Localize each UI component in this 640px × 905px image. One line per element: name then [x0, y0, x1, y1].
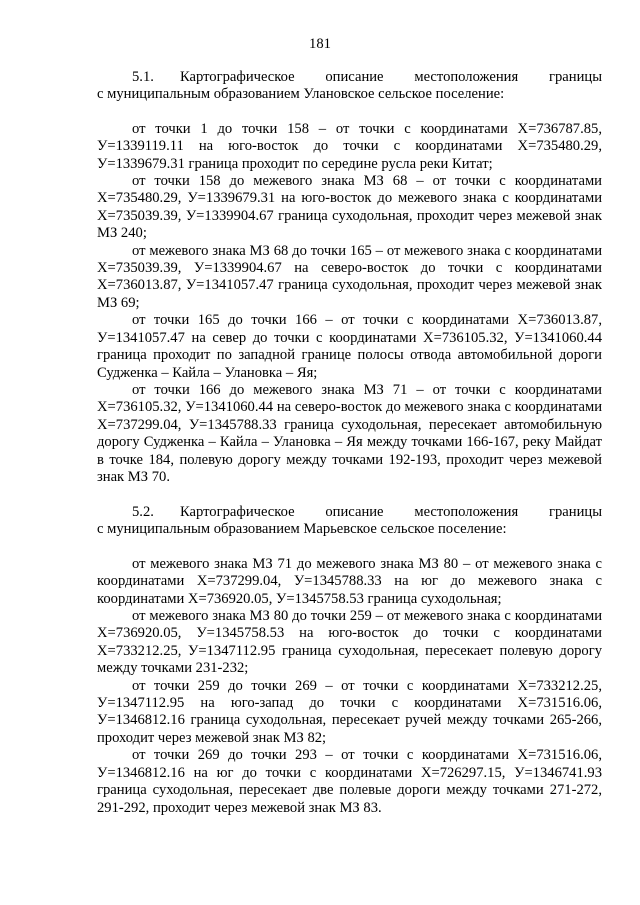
section-title-line1: Картографическое описание местоположения границы	[180, 504, 602, 520]
section-heading	[97, 69, 602, 104]
boundary-paragraph: от точки 158 до межевого знака МЗ 68 – от точки с координатами Х=735480.29, У=1339679.31 на юго-восток до межевого знака с координатами Х=735039.39, У=1339904.67 граница суходольная, проходит через межевой знак МЗ 240;	[97, 173, 602, 242]
boundary-paragraph: от точки 166 до межевого знака МЗ 71 – от точки с координатами Х=736105.32, У=1341060.44 на северо-восток до межевого знака с координатами Х=737299.04, У=1345788.33 граница суходольная, пересекает автомобильную дорогу Судженка – Кайла – Улановка – Яя между точками 166-167, реку Майдат в точке 184, полевую дорогу между точками 192-193, проходит через межевой знак МЗ 70.	[97, 381, 602, 485]
section-heading-line1	[97, 69, 602, 86]
section-title-line1: Картографическое описание местоположения границы	[180, 69, 602, 85]
section-number: 5.1.	[132, 69, 154, 85]
section-heading-line1	[97, 504, 602, 521]
boundary-paragraph: от точки 1 до точки 158 – от точки с координатами Х=736787.85, У=1339119.11 на юго-восток до точки с координатами Х=735480.29, У=1339679.31 граница проходит по середине русла реки Китат;	[97, 120, 602, 172]
boundary-paragraph: от межевого знака МЗ 80 до точки 259 – от межевого знака с координатами Х=736920.05, У=1345758.53 на юго-восток до точки с координатами Х=733212.25, У=1347112.95 граница суходольная, пересекает полевую дорогу между точками 231-232;	[97, 608, 602, 677]
boundary-paragraph: от межевого знака МЗ 71 до межевого знака МЗ 80 – от межевого знака с координатами Х=737299.04, У=1345788.33 на юг до межевого знака с координатами Х=736920.05, У=1345758.53 граница суходольная;	[97, 555, 602, 607]
section-number: 5.2.	[132, 504, 154, 520]
boundary-paragraph: от межевого знака МЗ 68 до точки 165 – от межевого знака с координатами Х=735039.39, У=1339904.67 на северо-восток до точки с координатами Х=736013.87, У=1341057.47 граница суходольная, проходит через межевой знак МЗ 69;	[97, 242, 602, 311]
boundary-paragraph: от точки 269 до точки 293 – от точки с координатами Х=731516.06, У=1346812.16 на юг до точки с координатами Х=726297.15, У=1346741.93 граница суходольная, пересекает две полевые дороги между точками 271-272, 291-292, проходит через межевой знак МЗ 83.	[97, 747, 602, 816]
section-heading	[97, 504, 602, 539]
boundary-paragraph: от точки 259 до точки 269 – от точки с координатами Х=733212.25, У=1347112.95 на юго-запад до точки с координатами Х=731516.06, У=1346812.16 граница суходольная, пересекает ручей между точками 265-266, проходит через межевой знак МЗ 82;	[97, 677, 602, 746]
section-title-line2: с муниципальным образованием Улановское сельское поселение:	[97, 86, 505, 103]
section-title-line2: с муниципальным образованием Марьевское сельское поселение:	[97, 521, 507, 538]
section-5-1	[97, 69, 602, 486]
section-5-2	[97, 504, 602, 817]
page-number: 181	[309, 36, 331, 52]
boundary-paragraph: от точки 165 до точки 166 – от точки с координатами Х=736013.87, У=1341057.47 на север до точки с координатами Х=736105.32, У=1341060.44 граница проходит по западной границе полосы отвода автомобильной дороги Судженка – Кайла – Улановка – Яя;	[97, 312, 602, 381]
